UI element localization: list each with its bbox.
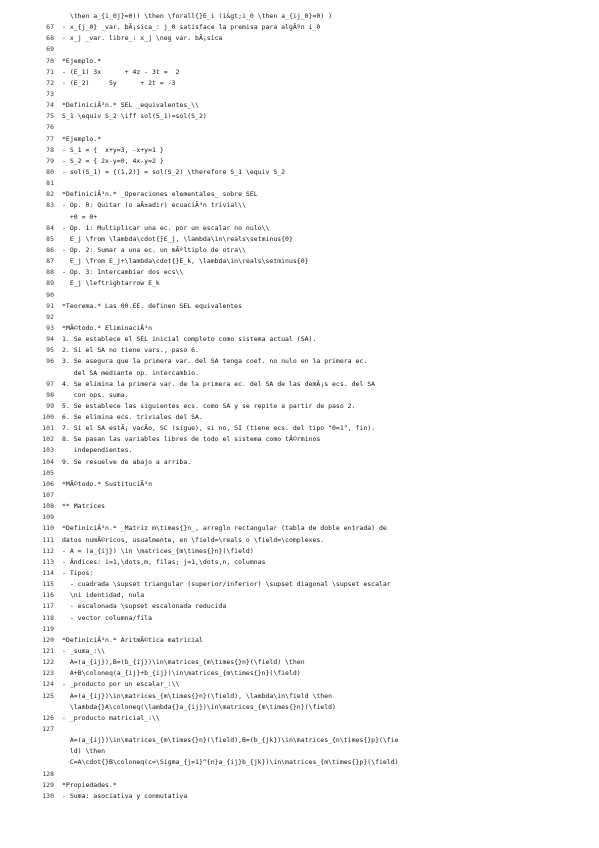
editor-line[interactable] [0,256,599,267]
editor-line[interactable] [0,278,599,289]
editor-line[interactable] [0,56,599,67]
line-text[interactable]: - (E_2) 5y + 2t = -3 [62,78,176,87]
line-number: 107 [42,491,54,500]
editor-line[interactable] [0,312,599,323]
editor-line[interactable] [0,368,599,379]
editor-line[interactable] [0,757,599,768]
line-text[interactable]: C=A\cdot{}B\coloneq(c=\Sigma_{j=1}^{n}a_{ij}b_{jk})\in\matrices_{m\times{}p}(\field) [62,758,399,767]
line-text[interactable]: - cuadrada \supset triangular (superior/inferior) \supset diagonal \supset escalar [62,580,391,589]
editor-line[interactable] [0,702,599,713]
line-number: 113 [42,557,54,566]
line-text[interactable]: - x_j _var. libre_: x_j \neg var. bÃ¡sica [62,34,223,43]
editor-line[interactable] [0,490,599,501]
editor-line[interactable] [0,657,599,668]
line-number: 99 [46,401,54,410]
line-number: 123 [42,669,54,678]
line-number: 115 [42,580,54,589]
line-number [0,813,54,824]
line-number: 129 [42,780,54,789]
line-number: 110 [42,524,54,533]
line-text[interactable]: 4. Se elimina la primera var. de la primera ec. del SA de las demÃ¡s ecs. del SA [62,379,376,388]
line-number: 88 [46,268,54,277]
line-text[interactable]: del SA mediante op. intercambio. [62,368,199,377]
line-number [0,757,54,768]
editor-line[interactable] [0,22,599,33]
line-number: 119 [42,624,54,633]
line-number: 82 [46,190,54,199]
line-number: 106 [42,479,54,488]
editor-line[interactable] [0,434,599,445]
line-text[interactable]: independientes. [62,446,133,455]
line-number: 76 [46,123,54,132]
line-number: 103 [42,446,54,455]
line-text[interactable]: *DefiniciÃ³n.* SEL _equivalentes_\\ [62,101,199,110]
line-text[interactable]: 6. Se elimina ecs. triviales del SA. [62,413,203,422]
editor-line[interactable] [0,479,599,490]
editor-line[interactable] [0,535,599,546]
line-number: 69 [46,45,54,54]
editor-line[interactable] [0,245,599,256]
line-number [0,735,54,746]
editor-line[interactable] [0,802,599,813]
line-number [0,702,54,713]
line-text[interactable]: con ops. suma. [62,390,129,399]
line-text[interactable]: \ni identidad, nula [62,591,145,600]
editor-line[interactable] [0,613,599,624]
editor-line[interactable] [0,601,599,612]
editor-line[interactable] [0,746,599,757]
line-text[interactable]: *MÃ©todo.* EliminaciÃ³n [62,323,153,332]
line-number: 130 [42,791,54,800]
line-number: 94 [46,335,54,344]
editor-line[interactable] [0,457,599,468]
editor-line[interactable] [0,769,599,780]
editor-line[interactable] [0,122,599,133]
line-text[interactable]: - Op. 2: Sumar a una ec. un mÃºltiplo de otra\\ [62,245,246,254]
line-text[interactable]: A=(a_{ij}),B=(b_{ij})\in\matrices_{m\times{}n}(\field) \then [62,658,305,667]
editor-line[interactable] [0,323,599,334]
editor-line[interactable] [0,691,599,702]
line-text[interactable]: \then a_{i_0j}=0)) \then \forall{}E_i (i&gt;i_0 \then a_{ij_0}=0) ) [62,12,333,20]
line-text[interactable]: 8. Se pasan las variables libres de todo el sistema como tÃ©rminos [62,435,321,444]
editor-line[interactable] [0,301,599,312]
editor-line[interactable] [0,234,599,245]
editor-line[interactable] [0,512,599,523]
line-number: 116 [42,591,54,600]
editor-line[interactable] [0,178,599,189]
line-number: 104 [42,457,54,466]
line-number: 86 [46,245,54,254]
line-number: 91 [46,301,54,310]
editor-text-area[interactable] [0,11,599,824]
editor-line[interactable] [0,780,599,791]
line-text[interactable]: - A = (a_{ij}) \in \matrices_{m\times{}n}(\field) [62,546,254,555]
line-text[interactable]: - Tipos: [62,569,94,578]
editor-line[interactable] [0,501,599,512]
line-text[interactable]: - (E_1) 3x + 4z - 3t = 2 [62,67,180,76]
editor-line[interactable] [0,423,599,434]
line-text[interactable]: A=(a_{ij})\in\matrices_{m\times{}n}(\field), \lambda\in\field \then [62,691,333,700]
line-number: 68 [46,34,54,43]
line-number: 73 [46,89,54,98]
line-number: 112 [42,546,54,555]
line-number: 101 [42,424,54,433]
editor-line[interactable] [0,590,599,601]
line-text[interactable]: *Ejemplo.* [62,134,102,143]
line-number: 125 [42,691,54,700]
line-number: 87 [46,257,54,266]
line-text[interactable]: - Suma: asociativa y conmutativa [62,791,188,800]
editor-line[interactable] [0,100,599,111]
editor-line[interactable] [0,791,599,802]
line-text[interactable]: - Op. 0: Quitar (o aÃ±adir) ecuaciÃ³n trivial\\ [62,201,246,210]
line-number: 102 [42,435,54,444]
line-number: 85 [46,234,54,243]
line-text[interactable]: - x_{j_0} _var. bÃ¡sica_: j_0 satisface la premisa para algÃºn i_0 [62,23,321,32]
line-text[interactable]: - _producto por un escalar_:\\ [62,680,180,689]
line-number: 96 [46,357,54,366]
line-number: 114 [42,569,54,578]
line-number: 75 [46,112,54,121]
editor-line[interactable] [0,44,599,55]
line-number: 111 [42,535,54,544]
line-text[interactable]: S_1 \equiv S_2 \iff sol(S_1)=sol(S_2) [62,112,207,121]
editor-line[interactable] [0,145,599,156]
line-text[interactable]: - sol(S_1) = {(1,2)} = sol(S_2) \therefore S_1 \equiv S_2 [62,167,286,176]
line-number: 90 [46,290,54,299]
editor-line[interactable] [0,468,599,479]
line-number: 117 [42,602,54,611]
line-number: 80 [46,167,54,176]
editor-line[interactable] [0,345,599,356]
line-number: 121 [42,647,54,656]
line-number [0,11,54,22]
line-number: 108 [42,502,54,511]
line-text[interactable]: *DefiniciÃ³n.* AritmÃ©tica matricial [62,635,203,644]
line-text[interactable]: 1. Se establece el SEL inicial completo como sistema actual (SA). [62,335,317,344]
editor-line[interactable] [0,735,599,746]
line-text[interactable]: A+B\coloneq(a_{ij}+b_{ij})\in\matrices_{m\times{}n}(\field) [62,669,301,678]
editor-line[interactable] [0,67,599,78]
line-number: 118 [42,613,54,622]
line-text[interactable]: - Ãndices: i=1,\dots,m, filas; j=1,\dots,n, columnas [62,557,266,566]
editor-line[interactable] [0,557,599,568]
line-text[interactable]: *Ejemplo.* [62,56,102,65]
editor-line[interactable] [0,579,599,590]
editor-line[interactable] [0,33,599,44]
line-text[interactable]: ld) \then [62,747,106,756]
editor-line[interactable] [0,134,599,145]
line-number [0,802,54,813]
editor-line[interactable] [0,334,599,345]
line-text[interactable]: - vector columna/fila [62,613,153,622]
line-text[interactable]: 2. Si el SA no tiene vars., paso 6. [62,346,199,355]
editor-line[interactable] [0,445,599,456]
line-text[interactable]: 3. Se asegura que la primera var. del SA tenga coef. no nulo en la primera ec. [62,357,368,366]
line-text[interactable]: - _producto matricial_:\\ [62,713,160,722]
editor-line[interactable] [0,212,599,223]
line-number: 92 [46,312,54,321]
line-number: 78 [46,145,54,154]
editor-line[interactable] [0,379,599,390]
line-number [0,212,54,223]
editor-line[interactable] [0,356,599,367]
line-text[interactable]: - escalonada \supset escalonada reducida [62,602,227,611]
line-number: 109 [42,513,54,522]
line-text[interactable]: E_j \from E_j+\lambda\cdot{}E_k, \lambda\in\reals\setminus{0} [62,257,309,266]
editor-line[interactable] [0,713,599,724]
line-text[interactable]: *DefiniciÃ³n.* _Operaciones elementales_ sobre SEL [62,190,258,199]
line-text[interactable]: A=(a_{ij})\in\matrices_{m\times{}n}(\field),B=(b_{jk})\in\matrices_{n\times{}p}(\fie [62,736,399,745]
line-number: 127 [42,725,54,733]
line-text[interactable]: E_j \leftrightarrow E_k [62,279,160,288]
editor-line[interactable] [0,635,599,646]
line-number: 120 [42,635,54,644]
line-number: 74 [46,101,54,110]
line-text[interactable]: - S_1 = { x+y=3, -x+y=1 } [62,145,164,154]
editor-line[interactable] [0,167,599,178]
line-number: 128 [42,769,54,778]
editor-line[interactable] [0,401,599,412]
line-number: 79 [46,156,54,165]
editor-line[interactable] [0,668,599,679]
line-number: 70 [46,56,54,65]
editor-line[interactable] [0,200,599,211]
editor-line[interactable] [0,624,599,635]
editor-line[interactable] [0,412,599,423]
editor-line[interactable] [0,111,599,122]
line-number: 122 [42,658,54,667]
line-text[interactable]: *Teorema.* Las 00.EE. definen SEL equivalentes [62,301,243,310]
line-text[interactable]: \lambda{}A\coloneq(\lambda{}a_{ij})\in\matrices_{m\times{}n}(\field) [62,702,336,711]
line-number: 124 [42,680,54,689]
line-number: 95 [46,346,54,355]
line-text[interactable]: - _suma_:\\ [62,647,106,656]
line-number: 93 [46,323,54,332]
line-text[interactable]: E_j \from \lambda\cdot{}E_j, \lambda\in\reals\setminus{0} [62,234,293,243]
editor-line[interactable] [0,546,599,557]
editor-line[interactable] [0,290,599,301]
line-number: 97 [46,379,54,388]
line-number: 100 [42,413,54,422]
editor-line[interactable] [0,568,599,579]
editor-line[interactable] [0,223,599,234]
line-text[interactable]: - Op. 3: Intercambiar dos ecs\\ [62,268,184,277]
editor-line[interactable] [0,390,599,401]
line-number: 98 [46,390,54,399]
editor-line[interactable] [0,78,599,89]
line-text[interactable]: *Propiedades.* [62,780,117,789]
line-text[interactable]: - S_2 = { 2x-y=0, 4x-y=2 } [62,156,164,165]
line-text[interactable]: +0 = 0+ [62,212,98,221]
line-number: 83 [46,201,54,210]
line-number [0,368,54,379]
line-text[interactable]: ** Matrices [62,502,106,511]
line-number: 126 [42,713,54,722]
editor-line[interactable] [0,267,599,278]
line-text[interactable]: 9. Se resuelve de abajo a arriba. [62,457,192,466]
editor-line[interactable] [0,189,599,200]
line-text[interactable]: 7. Si el SA estÃ¡ vacÃo, SC (sigue), si no, SI (tiene ecs. del tipo "0=1", fin). [62,424,376,433]
line-number: 105 [42,468,54,477]
line-number: 67 [46,23,54,32]
line-number: 72 [46,78,54,87]
editor-line[interactable] [0,724,599,735]
line-text[interactable]: *MÃ©todo.* SustituciÃ³n [62,479,153,488]
line-text[interactable]: 5. Se establece las siguientes ecs. como SA y se repite a partir de paso 2. [62,401,356,410]
editor-line[interactable] [0,89,599,100]
editor-line[interactable] [0,11,599,22]
line-text[interactable]: *DefiniciÃ³n.* _Matriz m\times{}n_, arreglo rectangular (tabla de doble entrada) de [62,524,387,533]
line-number: 84 [46,223,54,232]
line-number [0,746,54,757]
line-text[interactable]: - Op. 1: Multiplicar una ec. por un escalar no nulo\\ [62,223,270,232]
editor-line[interactable] [0,523,599,534]
line-number: 89 [46,279,54,288]
line-number: 71 [46,67,54,76]
editor-line[interactable] [0,646,599,657]
line-number: 77 [46,134,54,143]
editor-line[interactable] [0,813,599,824]
editor-line[interactable] [0,679,599,690]
line-number: 81 [46,179,54,188]
line-text[interactable]: datos numÃ©ricos, usualmente, en \field=\reals o \field=\complexes. [62,535,325,544]
editor-line[interactable] [0,156,599,167]
